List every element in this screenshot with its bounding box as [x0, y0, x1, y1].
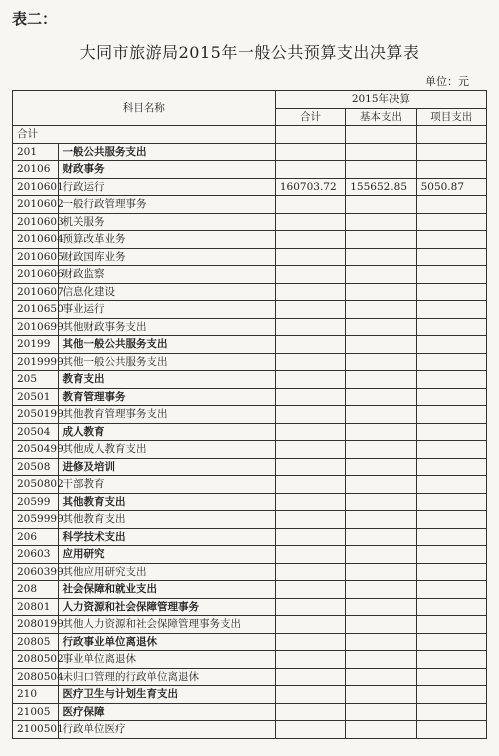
header-project: 项目支出 — [416, 108, 486, 126]
row-total-amount — [275, 563, 345, 581]
row-total-amount — [275, 528, 345, 546]
table-row — [13, 563, 487, 581]
row-project-amount: 5050.87 — [416, 178, 486, 196]
row-basic-amount — [346, 686, 416, 704]
row-project-amount — [416, 563, 486, 581]
row-basic-amount — [346, 196, 416, 214]
row-code: 20501 — [13, 388, 59, 406]
row-basic-amount — [346, 651, 416, 669]
row-project-amount — [416, 161, 486, 179]
row-code: 2100501 — [13, 721, 59, 739]
row-code: 208 — [13, 581, 59, 599]
row-total-amount — [275, 511, 345, 529]
budget-table — [12, 90, 487, 739]
table-row — [13, 598, 487, 616]
row-basic-amount — [346, 301, 416, 319]
row-basic-amount — [346, 353, 416, 371]
table-row — [13, 248, 487, 266]
table-body — [13, 126, 487, 739]
row-total-amount — [275, 633, 345, 651]
row-total-amount — [275, 686, 345, 704]
row-name: 一般行政管理事务 — [58, 196, 275, 214]
row-code: 205 — [13, 371, 59, 389]
row-basic-amount — [346, 406, 416, 424]
row-name: 行政事业单位离退休 — [58, 633, 275, 651]
row-code: 21005 — [13, 703, 59, 721]
row-total-amount — [275, 703, 345, 721]
row-basic-amount — [346, 528, 416, 546]
row-basic-amount — [346, 318, 416, 336]
row-basic-amount — [346, 248, 416, 266]
row-total-amount — [275, 248, 345, 266]
row-project-amount — [416, 721, 486, 739]
row-project-amount — [416, 196, 486, 214]
header-total: 合计 — [275, 108, 345, 126]
row-basic-amount — [346, 161, 416, 179]
table-row — [13, 476, 487, 494]
row-name: 一般公共服务支出 — [58, 143, 275, 161]
row-code: 210 — [13, 686, 59, 704]
row-total-amount — [275, 441, 345, 459]
row-total-amount — [275, 458, 345, 476]
row-project-amount — [416, 353, 486, 371]
row-code: 20199 — [13, 336, 59, 354]
row-project-amount — [416, 213, 486, 231]
row-total-amount — [275, 423, 345, 441]
row-basic-amount — [346, 598, 416, 616]
header-year-group: 2015年决算 — [275, 91, 486, 109]
row-total-amount — [275, 213, 345, 231]
row-basic-amount — [346, 703, 416, 721]
table-row — [13, 668, 487, 686]
row-basic-amount — [346, 126, 416, 144]
row-project-amount — [416, 633, 486, 651]
table-row — [13, 161, 487, 179]
row-code: 2010650 — [13, 301, 59, 319]
row-project-amount — [416, 703, 486, 721]
table-row — [13, 616, 487, 634]
row-code: 2010603 — [13, 213, 59, 231]
row-total-amount — [275, 668, 345, 686]
row-project-amount — [416, 126, 486, 144]
row-basic-amount — [346, 511, 416, 529]
table-row — [13, 493, 487, 511]
row-project-amount — [416, 423, 486, 441]
row-project-amount — [416, 528, 486, 546]
table-row — [13, 231, 487, 249]
row-basic-amount — [346, 388, 416, 406]
row-project-amount — [416, 493, 486, 511]
row-total-amount — [275, 651, 345, 669]
row-name: 其他教育支出 — [58, 493, 275, 511]
row-code: 20805 — [13, 633, 59, 651]
row-code: 2010606 — [13, 266, 59, 284]
row-total-amount: 160703.72 — [275, 178, 345, 196]
row-name: 人力资源和社会保障管理事务 — [58, 598, 275, 616]
row-name: 事业单位离退休 — [58, 651, 275, 669]
row-basic-amount — [346, 213, 416, 231]
row-code: 20504 — [13, 423, 59, 441]
table-row — [13, 546, 487, 564]
row-basic-amount — [346, 231, 416, 249]
row-code: 2010607 — [13, 283, 59, 301]
table-row — [13, 318, 487, 336]
row-project-amount — [416, 143, 486, 161]
row-code: 20508 — [13, 458, 59, 476]
row-project-amount — [416, 371, 486, 389]
row-code: 2080504 — [13, 668, 59, 686]
row-code: 2019999 — [13, 353, 59, 371]
row-basic-amount — [346, 283, 416, 301]
row-name: 预算改革业务 — [58, 231, 275, 249]
row-project-amount — [416, 686, 486, 704]
table-row — [13, 301, 487, 319]
row-basic-amount — [346, 668, 416, 686]
row-basic-amount — [346, 143, 416, 161]
table-row — [13, 178, 487, 196]
table-row — [13, 266, 487, 284]
row-name: 未归口管理的行政单位离退休 — [58, 668, 275, 686]
row-code: 201 — [13, 143, 59, 161]
row-total-amount — [275, 388, 345, 406]
row-name: 行政运行 — [58, 178, 275, 196]
row-project-amount — [416, 301, 486, 319]
row-project-amount — [416, 441, 486, 459]
row-project-amount — [416, 231, 486, 249]
row-name: 医疗卫生与计划生育支出 — [58, 686, 275, 704]
row-code: 2050199 — [13, 406, 59, 424]
row-total-amount — [275, 266, 345, 284]
row-name: 干部教育 — [58, 476, 275, 494]
table-row — [13, 458, 487, 476]
row-project-amount — [416, 283, 486, 301]
table-row — [13, 686, 487, 704]
row-total-amount — [275, 721, 345, 739]
table-row — [13, 213, 487, 231]
row-code: 2080502 — [13, 651, 59, 669]
unit-label: 单位：元 — [425, 75, 469, 88]
row-code: 20106 — [13, 161, 59, 179]
row-name: 其他人力资源和社会保障管理事务支出 — [58, 616, 275, 634]
row-total-amount — [275, 318, 345, 336]
row-basic-amount — [346, 721, 416, 739]
row-basic-amount — [346, 476, 416, 494]
row-total-amount — [275, 493, 345, 511]
row-code: 206 — [13, 528, 59, 546]
row-total-amount — [275, 126, 345, 144]
table-row — [13, 511, 487, 529]
row-name: 其他一般公共服务支出 — [58, 353, 275, 371]
row-basic-amount — [346, 563, 416, 581]
row-basic-amount — [346, 546, 416, 564]
row-name: 成人教育 — [58, 423, 275, 441]
table-row — [13, 126, 487, 144]
row-basic-amount — [346, 371, 416, 389]
row-code: 2080199 — [13, 616, 59, 634]
row-code: 2050499 — [13, 441, 59, 459]
row-name: 信息化建设 — [58, 283, 275, 301]
row-project-amount — [416, 458, 486, 476]
row-name: 事业运行 — [58, 301, 275, 319]
row-code: 20603 — [13, 546, 59, 564]
row-project-amount — [416, 598, 486, 616]
row-project-amount — [416, 581, 486, 599]
row-name: 其他应用研究支出 — [58, 563, 275, 581]
row-total-amount — [275, 283, 345, 301]
row-project-amount — [416, 266, 486, 284]
table-number-label: 表二： — [12, 10, 58, 28]
row-name: 财政事务 — [58, 161, 275, 179]
row-code: 20801 — [13, 598, 59, 616]
row-basic-amount — [346, 266, 416, 284]
row-basic-amount — [346, 616, 416, 634]
row-total-amount — [275, 581, 345, 599]
row-project-amount — [416, 248, 486, 266]
row-project-amount — [416, 336, 486, 354]
row-total-amount — [275, 301, 345, 319]
table-row — [13, 633, 487, 651]
row-basic-amount — [346, 633, 416, 651]
row-basic-amount — [346, 336, 416, 354]
row-name: 教育管理事务 — [58, 388, 275, 406]
row-project-amount — [416, 406, 486, 424]
row-name: 财政监察 — [58, 266, 275, 284]
row-basic-amount — [346, 493, 416, 511]
row-name: 进修及培训 — [58, 458, 275, 476]
table-row — [13, 143, 487, 161]
table-row — [13, 441, 487, 459]
row-project-amount — [416, 511, 486, 529]
table-row — [13, 388, 487, 406]
row-project-amount — [416, 388, 486, 406]
table-row — [13, 196, 487, 214]
row-basic-amount — [346, 458, 416, 476]
table-row — [13, 371, 487, 389]
row-name: 教育支出 — [58, 371, 275, 389]
table-row — [13, 283, 487, 301]
row-project-amount — [416, 668, 486, 686]
row-code: 20599 — [13, 493, 59, 511]
row-name: 医疗保障 — [58, 703, 275, 721]
row-total-amount — [275, 143, 345, 161]
row-project-amount — [416, 651, 486, 669]
row-code: 2010602 — [13, 196, 59, 214]
row-total-amount — [275, 598, 345, 616]
table-row — [13, 423, 487, 441]
table-row — [13, 353, 487, 371]
row-project-amount — [416, 616, 486, 634]
row-name: 社会保障和就业支出 — [58, 581, 275, 599]
table-row — [13, 336, 487, 354]
table-row — [13, 721, 487, 739]
row-total-amount — [275, 371, 345, 389]
row-total-amount — [275, 353, 345, 371]
row-total-amount — [275, 546, 345, 564]
row-code: 2010604 — [13, 231, 59, 249]
row-name: 其他一般公共服务支出 — [58, 336, 275, 354]
row-basic-amount — [346, 581, 416, 599]
row-project-amount — [416, 476, 486, 494]
row-project-amount — [416, 318, 486, 336]
row-code: 2050802 — [13, 476, 59, 494]
row-code: 2010601 — [13, 178, 59, 196]
row-code: 2010605 — [13, 248, 59, 266]
table-row — [13, 406, 487, 424]
row-code: 2059999 — [13, 511, 59, 529]
row-name: 其他财政事务支出 — [58, 318, 275, 336]
row-basic-amount — [346, 423, 416, 441]
row-name: 科学技术支出 — [58, 528, 275, 546]
row-total-amount — [275, 406, 345, 424]
row-basic-amount: 155652.85 — [346, 178, 416, 196]
row-total-amount — [275, 616, 345, 634]
row-code: 2060399 — [13, 563, 59, 581]
row-name: 其他教育支出 — [58, 511, 275, 529]
row-project-amount — [416, 546, 486, 564]
header-basic: 基本支出 — [346, 108, 416, 126]
row-total-amount — [275, 161, 345, 179]
table-row — [13, 703, 487, 721]
page-title: 大同市旅游局2015年一般公共预算支出决算表 — [79, 43, 420, 62]
row-total-amount — [275, 196, 345, 214]
header-subject: 科目名称 — [13, 91, 276, 126]
row-name: 行政单位医疗 — [58, 721, 275, 739]
row-total-amount — [275, 336, 345, 354]
row-code: 合计 — [13, 126, 276, 144]
row-name: 其他成人教育支出 — [58, 441, 275, 459]
row-basic-amount — [346, 441, 416, 459]
row-name: 其他教育管理事务支出 — [58, 406, 275, 424]
row-name: 财政国库业务 — [58, 248, 275, 266]
table-row — [13, 651, 487, 669]
row-name: 机关服务 — [58, 213, 275, 231]
table-row — [13, 581, 487, 599]
table-row — [13, 528, 487, 546]
row-total-amount — [275, 476, 345, 494]
row-name: 应用研究 — [58, 546, 275, 564]
row-code: 2010699 — [13, 318, 59, 336]
row-total-amount — [275, 231, 345, 249]
